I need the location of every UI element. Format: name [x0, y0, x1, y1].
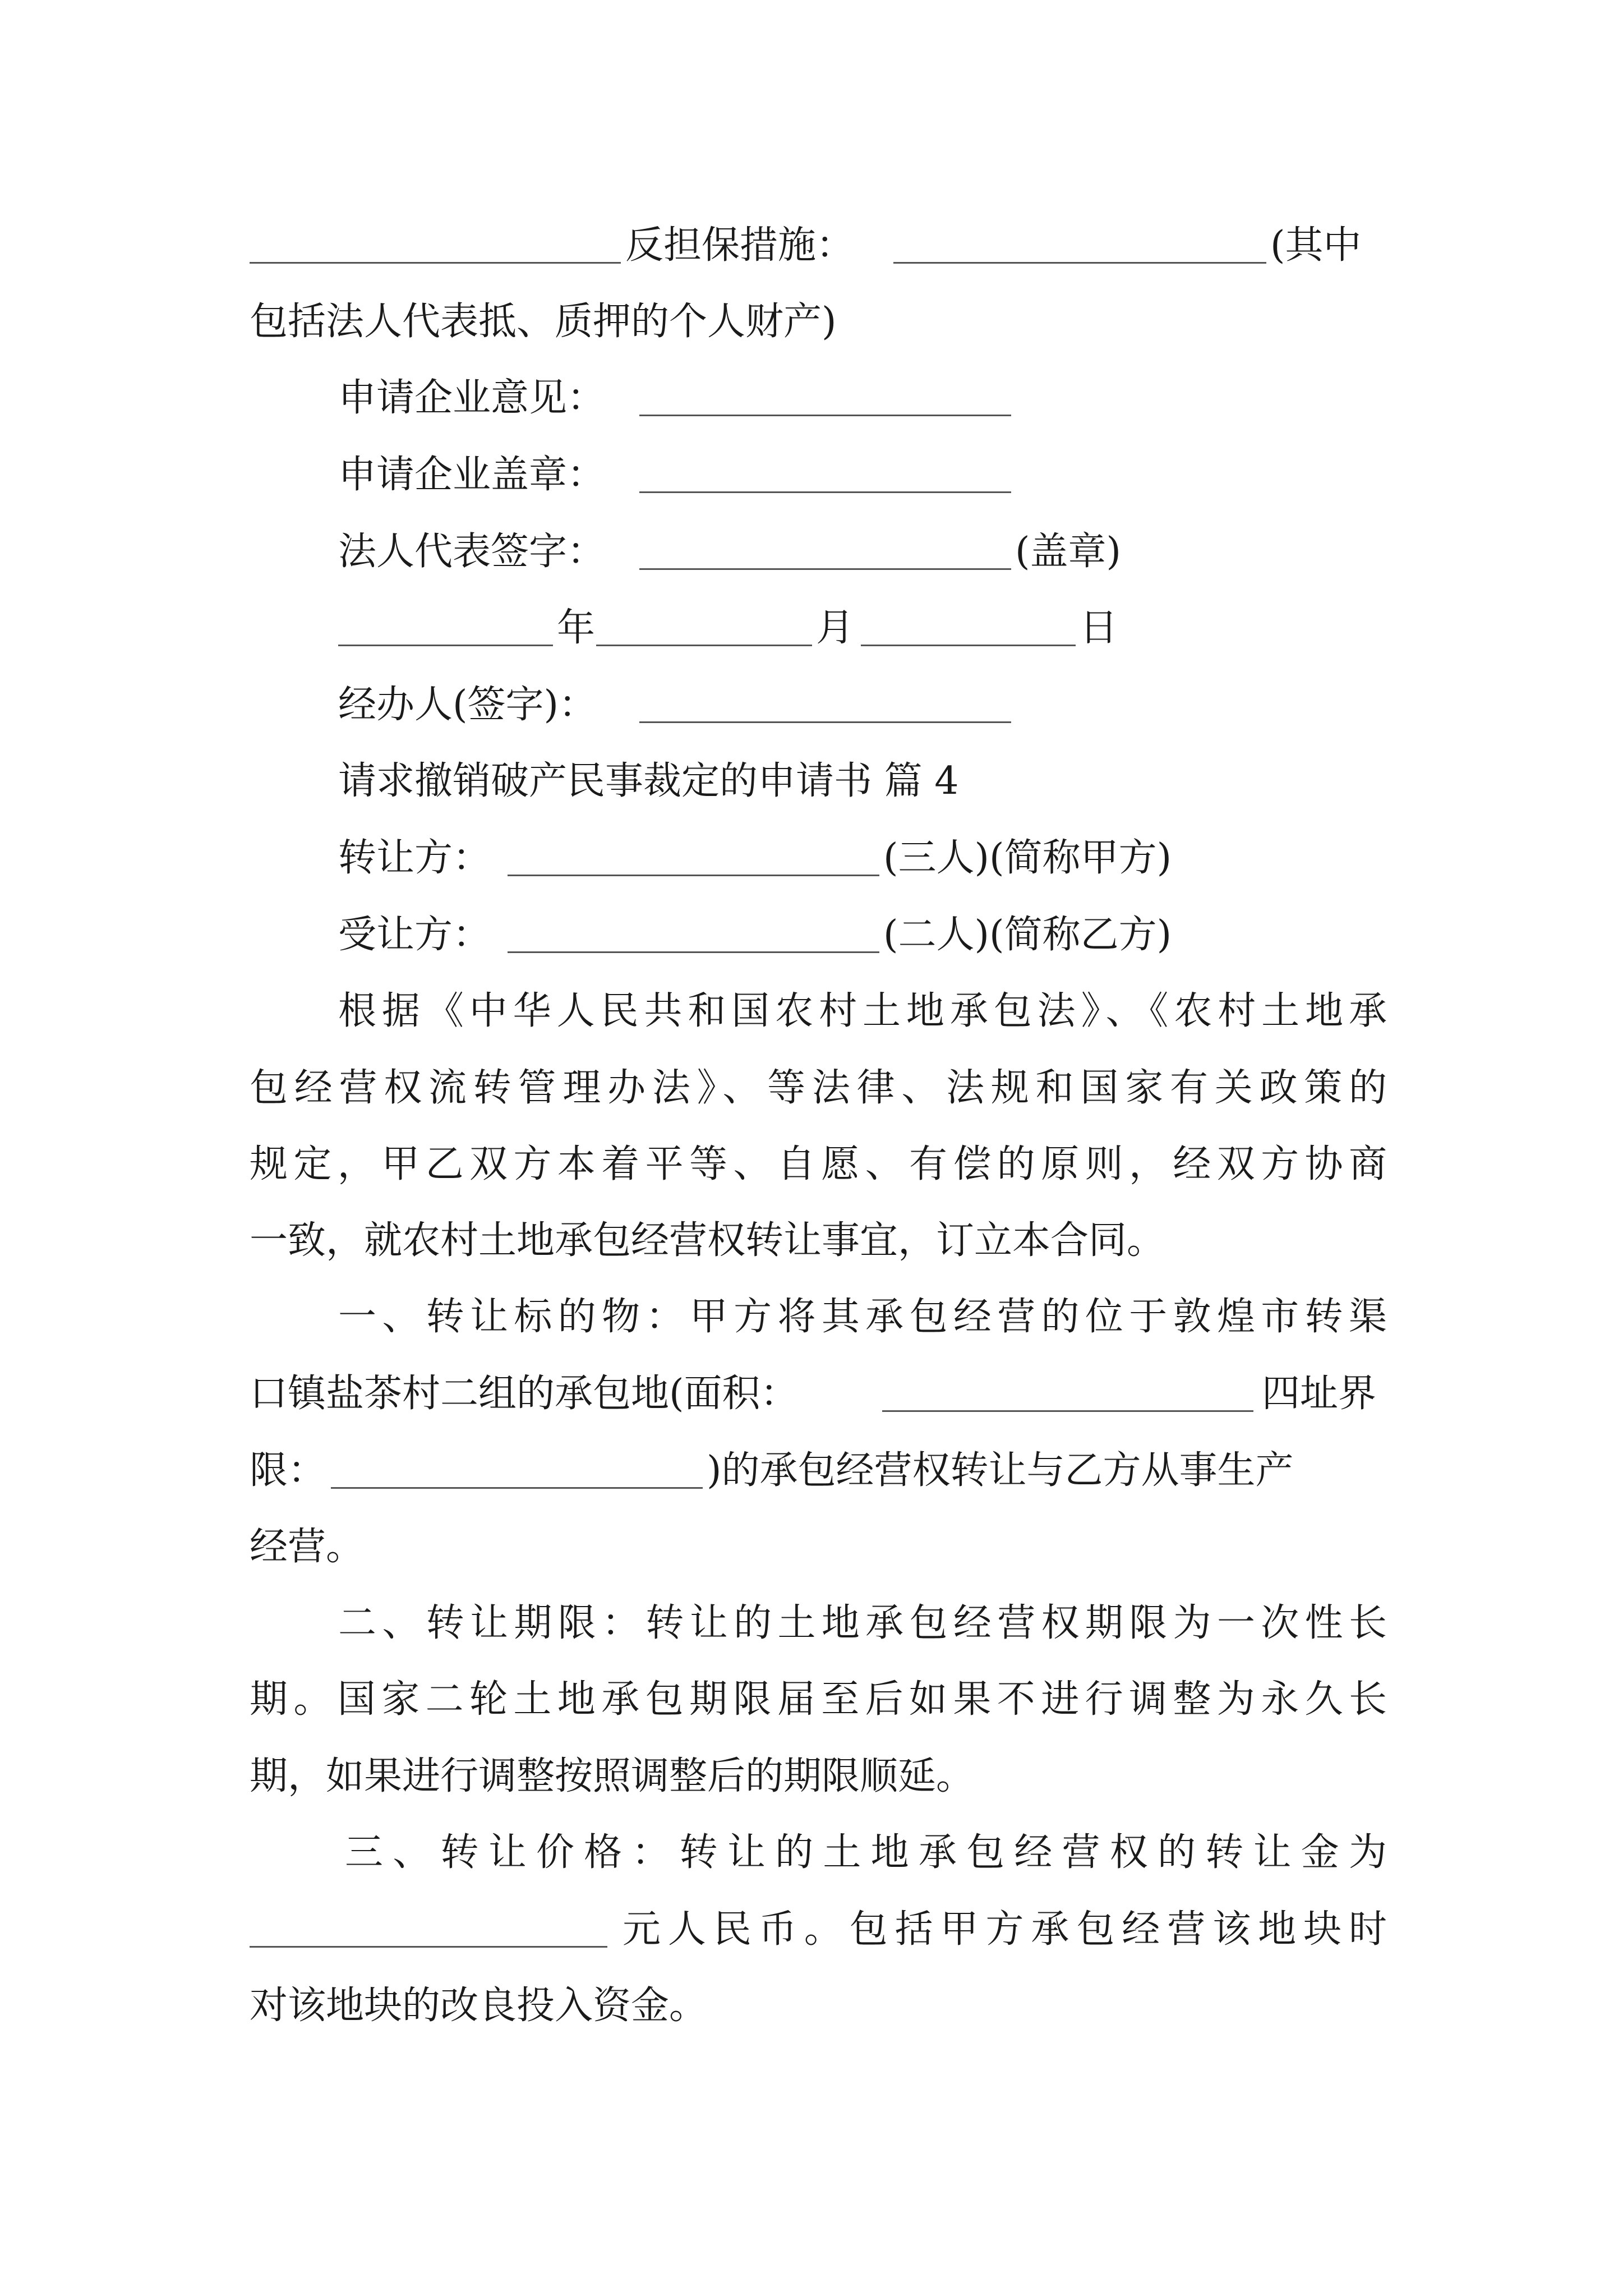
text-segment: 经营。: [250, 1525, 365, 1569]
text-segment: 法人代表签字：: [338, 530, 606, 574]
text-segment: 二、转让期限：转让的土地承包经营权期限为一次性长: [338, 1601, 1387, 1645]
text-segment: 包经营权流转管理办法》、等法律、法规和国家有关政策的: [250, 1066, 1387, 1110]
paragraph-line: [0, 1516, 1623, 1578]
text-segment: (盖章): [1015, 530, 1122, 574]
paragraph-line: [0, 1286, 1623, 1348]
text-segment: 日: [1080, 606, 1118, 650]
text-segment: 期，如果进行调整按照调整后的期限顺延。: [250, 1754, 975, 1798]
paragraph-line: [0, 1746, 1623, 1807]
text-line: [0, 521, 1623, 583]
text-segment: (三人)(简称甲方): [883, 836, 1172, 880]
text-line: [0, 597, 1623, 659]
paragraph-line: [0, 1899, 1623, 1961]
blank-field: [596, 645, 812, 646]
text-segment: 规定，甲乙双方本着平等、自愿、有偿的原则，经双方协商: [250, 1142, 1387, 1186]
paragraph-line: [0, 1669, 1623, 1731]
text-line: [0, 367, 1623, 429]
blank-field: [250, 262, 621, 264]
text-segment: 限：: [250, 1448, 326, 1493]
paragraph-line: [0, 1440, 1623, 1502]
text-segment: 元人民币。包括甲方承包经营该地块时: [623, 1907, 1387, 1952]
text-segment: 三、转让价格：转让的土地承包经营权的转让金为: [345, 1830, 1387, 1875]
heading-text: 请求撤销破产民事裁定的申请书 篇 4: [338, 759, 959, 803]
blank-field: [861, 645, 1076, 646]
paragraph-line: [0, 1134, 1623, 1195]
blank-field: [508, 875, 879, 876]
text-segment: 转让方：: [338, 836, 491, 880]
text-line: [0, 215, 1623, 277]
text-line: [0, 444, 1623, 506]
blank-field: [882, 1410, 1253, 1412]
text-segment: (二人)(简称乙方): [883, 913, 1172, 957]
text-segment: 反担保措施：: [625, 223, 855, 268]
text-segment: 年: [557, 606, 596, 650]
blank-field: [639, 415, 1011, 416]
blank-field: [338, 645, 553, 646]
text-line: [0, 674, 1623, 736]
section-heading: [0, 751, 1623, 812]
text-segment: 口镇盐茶村二组的承包地(面积：: [250, 1372, 799, 1416]
paragraph-line: [0, 1363, 1623, 1425]
blank-field: [639, 568, 1011, 570]
text-segment: 受让方：: [338, 913, 491, 957]
blank-field: [250, 1946, 607, 1948]
blank-field: [508, 951, 879, 953]
text-segment: 对该地块的改良投入资金。: [250, 1984, 708, 2028]
text-segment: 四址界: [1262, 1372, 1377, 1416]
text-segment: 月: [816, 606, 855, 650]
paragraph-line: [0, 1210, 1623, 1272]
paragraph-line: [0, 1822, 1623, 1884]
blank-field: [639, 491, 1011, 493]
text-segment: 包括法人代表抵、质押的个人财产): [250, 300, 837, 344]
paragraph-line: [0, 1057, 1623, 1119]
text-segment: (其中: [1270, 223, 1362, 268]
text-segment: 申请企业意见：: [338, 376, 606, 420]
text-segment: 根据《中华人民共和国农村土地承包法》、《农村土地承: [338, 989, 1387, 1033]
text-segment: )的承包经营权转让与乙方从事生产: [707, 1448, 1294, 1493]
text-segment: 期。国家二轮土地承包期限届至后如果不进行调整为永久长: [250, 1677, 1387, 1722]
blank-field: [893, 262, 1266, 264]
paragraph-line: [0, 981, 1623, 1042]
text-segment: 经办人(签字)：: [338, 683, 597, 727]
text-line: [0, 827, 1623, 889]
text-line: [0, 291, 1623, 353]
blank-field: [331, 1487, 703, 1489]
paragraph-line: [0, 1593, 1623, 1654]
paragraph-line: [0, 1975, 1623, 2037]
text-segment: 申请企业盖章：: [338, 453, 606, 497]
text-segment: 一、转让标的物：甲方将其承包经营的位于敦煌市转渠: [338, 1295, 1387, 1339]
text-line: [0, 904, 1623, 966]
text-segment: 一致，就农村土地承包经营权转让事宜，订立本合同。: [250, 1218, 1165, 1263]
blank-field: [639, 721, 1011, 723]
